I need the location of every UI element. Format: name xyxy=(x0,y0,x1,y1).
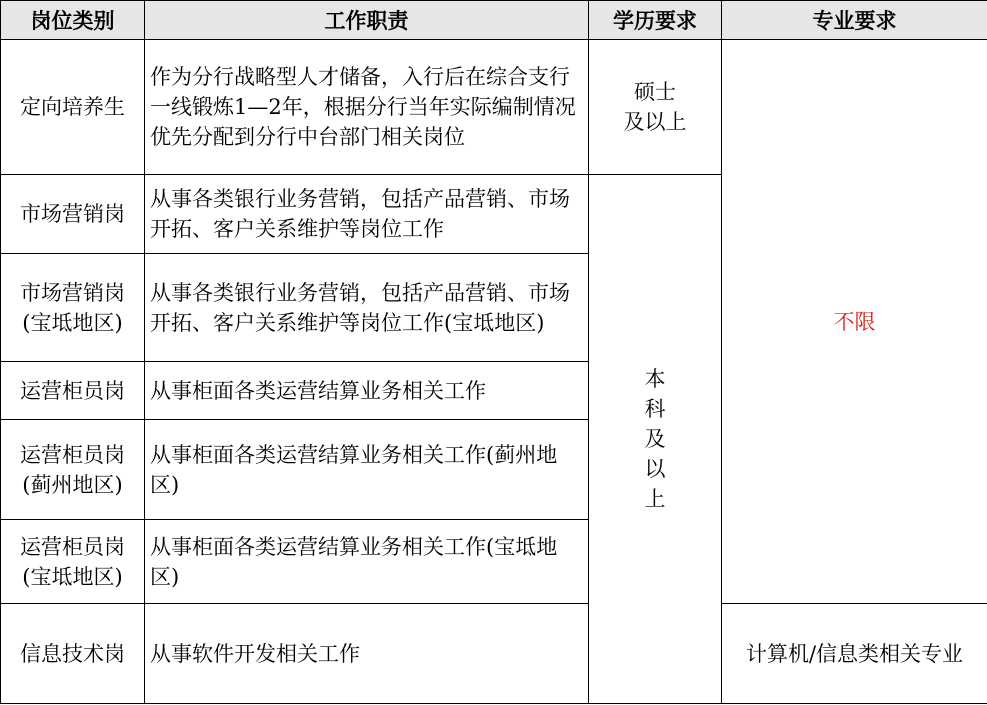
education-bachelors-cell xyxy=(589,175,722,704)
major-it-cell: 计算机/信息类相关专业 xyxy=(722,604,987,704)
header-education: 学历要求 xyxy=(589,1,722,40)
category-label: 信息技术岗 xyxy=(20,641,125,666)
header-category: 岗位类别 xyxy=(1,1,145,40)
category-region: (蓟州地区) xyxy=(22,472,123,497)
category-region: (宝坻地区) xyxy=(22,564,123,589)
category-cell xyxy=(1,175,145,254)
table-row xyxy=(1,40,987,175)
table-row xyxy=(1,604,987,704)
category-label: 市场营销岗 xyxy=(20,202,125,226)
category-label: 运营柜员岗 xyxy=(20,534,125,559)
duty-cell: 从事柜面各类运营结算业务相关工作(蓟州地区) xyxy=(145,420,589,520)
duty-cell: 作为分行战略型人才储备，入行后在综合支行一线锻炼1—2年，根据分行当年实际编制情况优先分配到分行中台部门相关岗位 xyxy=(145,40,589,175)
header-duty: 工作职责 xyxy=(145,1,589,40)
header-major: 专业要求 xyxy=(722,1,987,40)
major-unlimited-cell: 不限 xyxy=(722,40,987,604)
duty-cell: 从事柜面各类运营结算业务相关工作 xyxy=(145,362,589,420)
education-bachelors-label: 本科及以上 xyxy=(644,367,666,511)
duty-cell: 从事各类银行业务营销，包括产品营销、市场开拓、客户关系维护等岗位工作(宝坻地区) xyxy=(145,254,589,362)
category-cell xyxy=(1,520,145,604)
duty-cell: 从事各类银行业务营销，包括产品营销、市场开拓、客户关系维护等岗位工作 xyxy=(145,175,589,254)
duty-cell: 从事柜面各类运营结算业务相关工作(宝坻地区) xyxy=(145,520,589,604)
category-label: 定向培养生 xyxy=(20,95,125,119)
header-row xyxy=(1,1,987,40)
category-label: 市场营销岗 xyxy=(20,280,125,305)
category-cell xyxy=(1,420,145,520)
education-masters-line2: 及以上 xyxy=(623,110,687,134)
education-masters-cell xyxy=(589,40,722,175)
category-cell xyxy=(1,604,145,704)
category-cell xyxy=(1,362,145,420)
category-label: 运营柜员岗 xyxy=(20,378,125,403)
category-cell xyxy=(1,40,145,175)
category-region: (宝坻地区) xyxy=(22,310,123,335)
education-masters-line1: 硕士 xyxy=(634,80,676,104)
category-label: 运营柜员岗 xyxy=(20,442,125,467)
duty-cell: 从事软件开发相关工作 xyxy=(145,604,589,704)
category-cell xyxy=(1,254,145,362)
